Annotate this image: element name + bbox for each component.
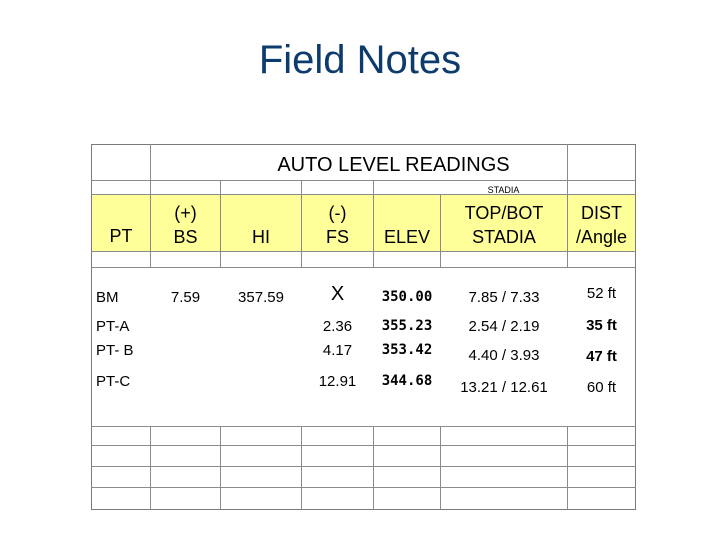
grid-line — [150, 251, 151, 267]
grid-line — [91, 251, 636, 252]
cell-stadia: 13.21 / 12.61 — [460, 379, 548, 396]
cell-elev: 350.00 — [381, 289, 433, 305]
header-dist: DIST — [580, 203, 622, 223]
cell-elev: 353.42 — [381, 342, 433, 358]
cell-elev: 355.23 — [381, 318, 433, 334]
grid-line — [567, 426, 568, 510]
cell-dist: 35 ft — [586, 317, 617, 334]
grid-line — [91, 180, 636, 181]
cell-hi: 357.59 — [238, 289, 284, 306]
cell-stadia: 7.85 / 7.33 — [468, 289, 540, 306]
cell-stadia: 2.54 / 2.19 — [468, 318, 540, 335]
cell-stadia: 4.40 / 3.93 — [468, 347, 540, 364]
grid-line — [91, 426, 636, 427]
table-caption: AUTO LEVEL READINGS — [277, 154, 510, 176]
cell-dist: 52 ft — [586, 285, 617, 302]
header-stadia-top: TOP/BOT — [464, 203, 544, 223]
grid-line — [373, 180, 374, 267]
grid-line — [220, 180, 221, 267]
cell-bs: 7.59 — [170, 289, 201, 306]
cell-fs: 2.36 — [322, 318, 353, 335]
cell-pt: PT-A — [96, 318, 130, 335]
grid-line — [220, 426, 221, 510]
cell-dist: 47 ft — [586, 348, 617, 365]
header-stadia: STADIA — [472, 227, 536, 247]
header-elev: ELEV — [383, 227, 431, 247]
header-bs-sign: (+) — [174, 203, 197, 223]
grid-line — [91, 445, 636, 446]
cell-fs: X — [330, 283, 345, 305]
grid-line — [301, 180, 302, 267]
header-pt: PT — [109, 226, 133, 246]
header-hi: HI — [252, 227, 270, 247]
cell-pt: BM — [96, 289, 119, 306]
grid-line — [301, 426, 302, 510]
grid-line — [373, 426, 374, 510]
grid-line — [150, 426, 151, 510]
cell-elev: 344.68 — [381, 373, 433, 389]
grid-line — [91, 267, 636, 268]
cell-fs: 12.91 — [318, 373, 357, 390]
header-fs-sign: (-) — [328, 203, 347, 223]
header-bs: BS — [173, 227, 198, 247]
cell-pt: PT- B — [96, 342, 134, 359]
grid-line — [91, 487, 636, 488]
grid-line — [91, 466, 636, 467]
grid-line — [440, 426, 441, 510]
stadia-note: STADIA — [487, 185, 520, 195]
header-angle: /Angle — [575, 227, 628, 247]
cell-dist: 60 ft — [586, 379, 617, 396]
page-title: Field Notes — [258, 38, 462, 82]
cell-pt: PT-C — [96, 373, 131, 390]
cell-fs: 4.17 — [322, 342, 353, 359]
header-fs: FS — [325, 227, 349, 247]
